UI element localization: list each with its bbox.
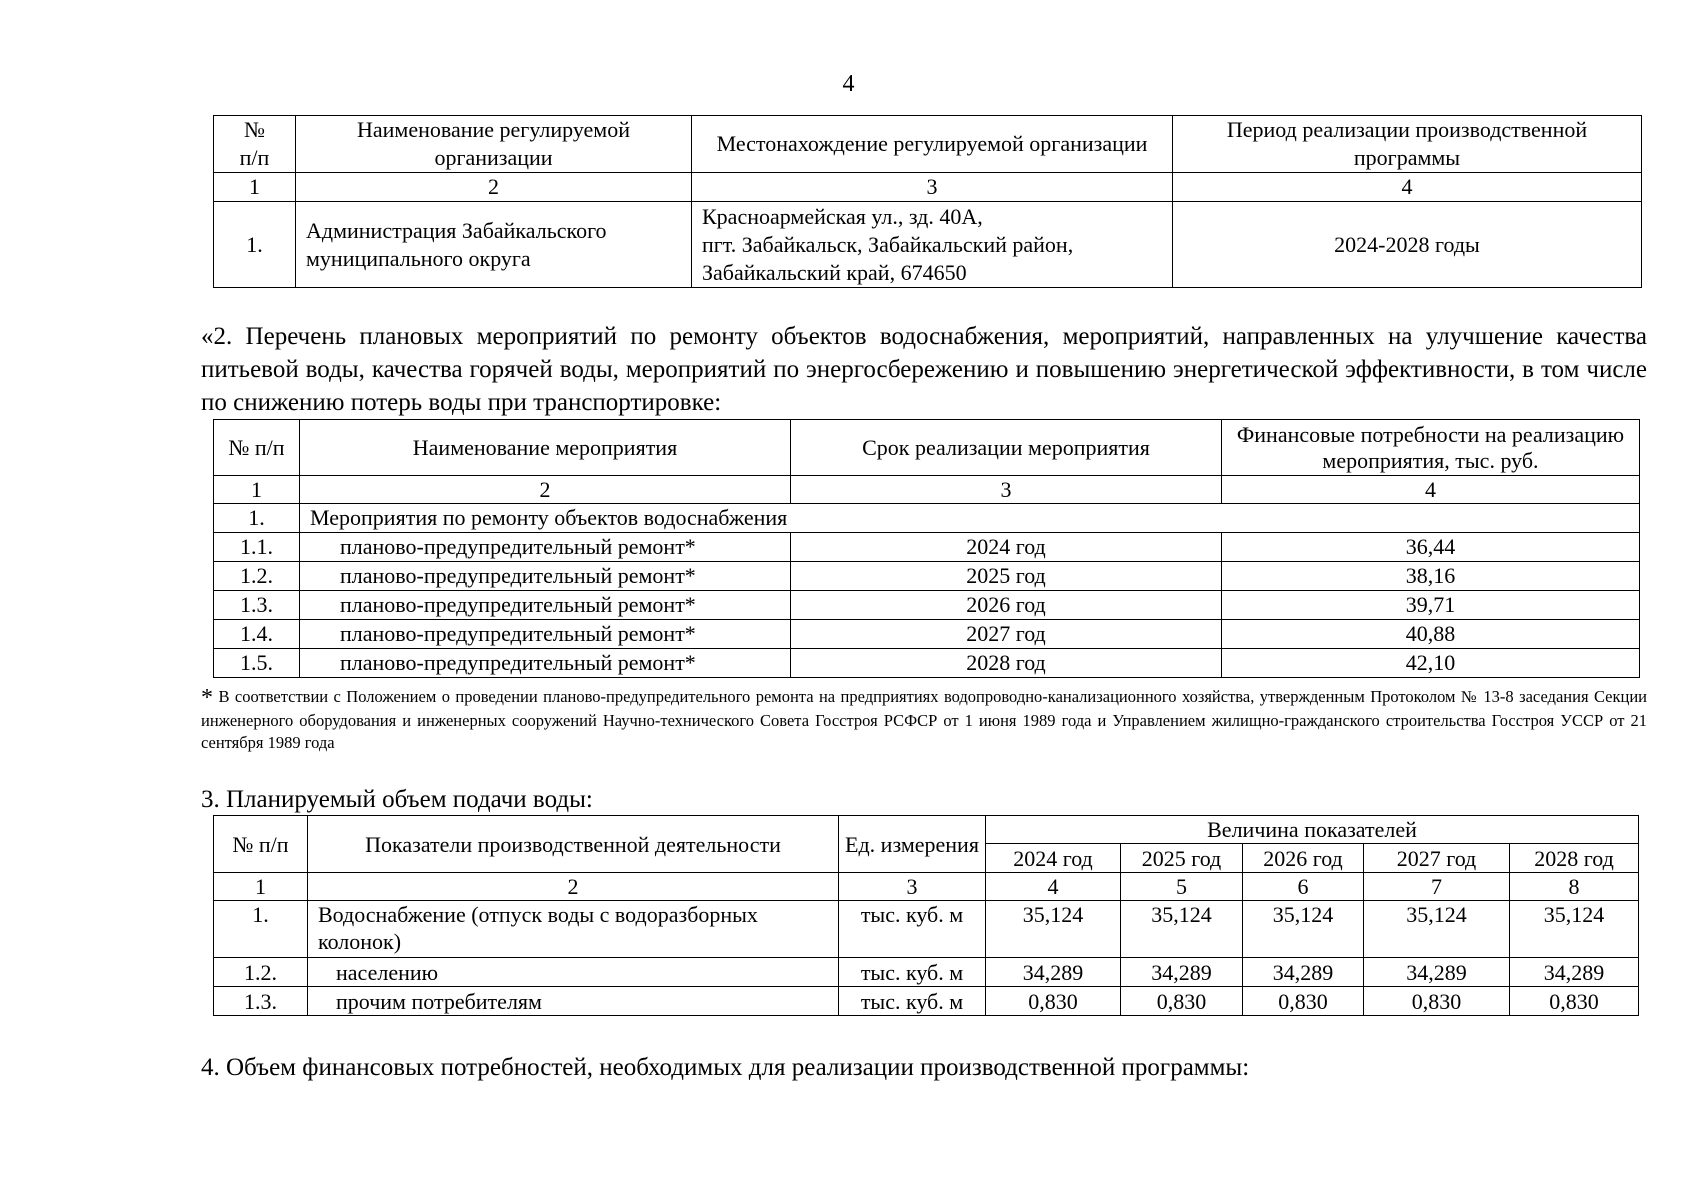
header-indicator: Показатели производственной деятельности (308, 816, 839, 873)
col-number: 3 (692, 173, 1173, 202)
col-number: 7 (1364, 873, 1510, 901)
section-2-title: «2. Перечень плановых мероприятий по ремонту объектов водоснабжения, мероприятий, направленных на улучшение качества питьевой воды, качества горячей воды, мероприятий по энергосбережению и повышению энергетической эффективности, в том числе по снижению потерь воды при транспортировке: (201, 323, 1647, 416)
header-num-line2: п/п (239, 145, 270, 170)
measures-table (213, 419, 1640, 678)
header-year: 2026 год (1243, 844, 1364, 873)
address-line: Забайкальский край, 674650 (702, 259, 967, 285)
table-header-row (214, 116, 1642, 173)
measure-term: 2027 год (791, 620, 1222, 649)
indicator-value: 34,289 (1243, 958, 1364, 987)
measure-term: 2024 год (791, 533, 1222, 562)
footnote-text: В соответствии с Положением о проведении планово-предупредительного ремонта на предприятиях водопроводно-канализационного хозяйства, утвержденным Протоколом № 13-8 заседания Секции инженерного оборудования и инженерных сооружений Научно-технического Совета Госстроя РСФСР от 1 июня 1989 года и Управлением жилищно-гражданского строительства Госстроя УССР от 21 сентября 1989 года (201, 687, 1647, 752)
indicator-value: 0,830 (1364, 987, 1510, 1016)
header-term: Срок реализации мероприятия (791, 420, 1222, 476)
table-row (214, 591, 1640, 620)
group-row (214, 504, 1640, 533)
col-number: 4 (1222, 476, 1640, 504)
indicator-value: 35,124 (1121, 901, 1243, 958)
col-number: 5 (1121, 873, 1243, 901)
indicator-value: 35,124 (986, 901, 1121, 958)
column-number-row (214, 476, 1640, 504)
measure-term: 2025 год (791, 562, 1222, 591)
header-period: Период реализации производственной программы (1173, 116, 1642, 173)
col-number: 8 (1510, 873, 1639, 901)
indicator-value: 0,830 (1510, 987, 1639, 1016)
table-row (214, 202, 1642, 288)
col-number: 2 (296, 173, 692, 202)
header-num (214, 116, 296, 173)
footnote (201, 686, 1647, 755)
col-number: 3 (839, 873, 986, 901)
table-header-row (214, 816, 1639, 844)
row-num: 1. (214, 901, 308, 958)
organization-table (213, 115, 1642, 288)
table-row (214, 901, 1639, 958)
header-year: 2027 год (1364, 844, 1510, 873)
measure-amount: 38,16 (1222, 562, 1640, 591)
measure-name: планово-предупредительный ремонт* (300, 562, 791, 591)
section-4-title: 4. Объем финансовых потребностей, необходимых для реализации производственной программы: (201, 1054, 1250, 1081)
row-num: 1.5. (214, 649, 300, 678)
indicator-value: 35,124 (1243, 901, 1364, 958)
column-number-row (214, 873, 1639, 901)
table-row (214, 649, 1640, 678)
col-number: 2 (308, 873, 839, 901)
table-row (214, 562, 1640, 591)
row-num: 1.3. (214, 591, 300, 620)
indicator-name: населению (308, 958, 839, 987)
org-address (692, 202, 1173, 288)
indicator-unit: тыс. куб. м (839, 987, 986, 1016)
header-org-location: Местонахождение регулируемой организации (692, 116, 1173, 173)
indicator-unit: тыс. куб. м (839, 901, 986, 958)
measure-name: планово-предупредительный ремонт* (300, 649, 791, 678)
header-financial-needs: Финансовые потребности на реализацию мероприятия, тыс. руб. (1222, 420, 1640, 476)
col-number: 1 (214, 873, 308, 901)
period-value: 2024-2028 годы (1173, 202, 1642, 288)
measure-amount: 39,71 (1222, 591, 1640, 620)
row-num: 1. (214, 504, 300, 533)
org-name: Администрация Забайкальского муниципального округа (296, 202, 692, 288)
measure-amount: 42,10 (1222, 649, 1640, 678)
header-year: 2028 год (1510, 844, 1639, 873)
table-row (214, 987, 1639, 1016)
row-num: 1.2. (214, 562, 300, 591)
col-number: 1 (214, 476, 300, 504)
group-label: Мероприятия по ремонту объектов водоснабжения (300, 504, 1640, 533)
header-year: 2024 год (986, 844, 1121, 873)
indicator-name: Водоснабжение (отпуск воды с водоразборных колонок) (308, 901, 839, 958)
indicator-value: 0,830 (1121, 987, 1243, 1016)
header-year: 2025 год (1121, 844, 1243, 873)
indicator-value: 34,289 (1510, 958, 1639, 987)
column-number-row (214, 173, 1642, 202)
address-line: Красноармейская ул., зд. 40А, (702, 203, 983, 229)
row-num: 1.3. (214, 987, 308, 1016)
indicator-name: прочим потребителям (308, 987, 839, 1016)
row-num: 1.1. (214, 533, 300, 562)
measure-term: 2028 год (791, 649, 1222, 678)
indicator-unit: тыс. куб. м (839, 958, 986, 987)
measure-term: 2026 год (791, 591, 1222, 620)
measure-amount: 40,88 (1222, 620, 1640, 649)
table-row (214, 620, 1640, 649)
col-number: 4 (986, 873, 1121, 901)
table-row (214, 958, 1639, 987)
indicator-value: 0,830 (986, 987, 1121, 1016)
table-row (214, 533, 1640, 562)
measure-name: планово-предупредительный ремонт* (300, 620, 791, 649)
water-supply-table (213, 815, 1639, 1016)
header-org-name: Наименование регулируемой организации (296, 116, 692, 173)
header-values-group: Величина показателей (986, 816, 1639, 844)
measure-name: планово-предупредительный ремонт* (300, 591, 791, 620)
indicator-value: 35,124 (1364, 901, 1510, 958)
indicator-value: 34,289 (1364, 958, 1510, 987)
section-3-title: 3. Планируемый объем подачи воды: (201, 786, 593, 813)
row-num: 1. (214, 202, 296, 288)
col-number: 6 (1243, 873, 1364, 901)
table-header-row (214, 420, 1640, 476)
footnote-star: * (201, 685, 213, 711)
header-num: № п/п (214, 420, 300, 476)
measure-amount: 36,44 (1222, 533, 1640, 562)
header-measure-name: Наименование мероприятия (300, 420, 791, 476)
indicator-value: 0,830 (1243, 987, 1364, 1016)
measure-name: планово-предупредительный ремонт* (300, 533, 791, 562)
col-number: 3 (791, 476, 1222, 504)
indicator-value: 34,289 (1121, 958, 1243, 987)
header-num: № п/п (214, 816, 308, 873)
row-num: 1.2. (214, 958, 308, 987)
header-num-line1: № (244, 117, 265, 142)
row-num: 1.4. (214, 620, 300, 649)
indicator-value: 34,289 (986, 958, 1121, 987)
col-number: 1 (214, 173, 296, 202)
indicator-value: 35,124 (1510, 901, 1639, 958)
col-number: 2 (300, 476, 791, 504)
page-number: 4 (842, 71, 855, 97)
col-number: 4 (1173, 173, 1642, 202)
header-unit: Ед. измерения (839, 816, 986, 873)
address-line: пгт. Забайкальск, Забайкальский район, (702, 231, 1074, 257)
